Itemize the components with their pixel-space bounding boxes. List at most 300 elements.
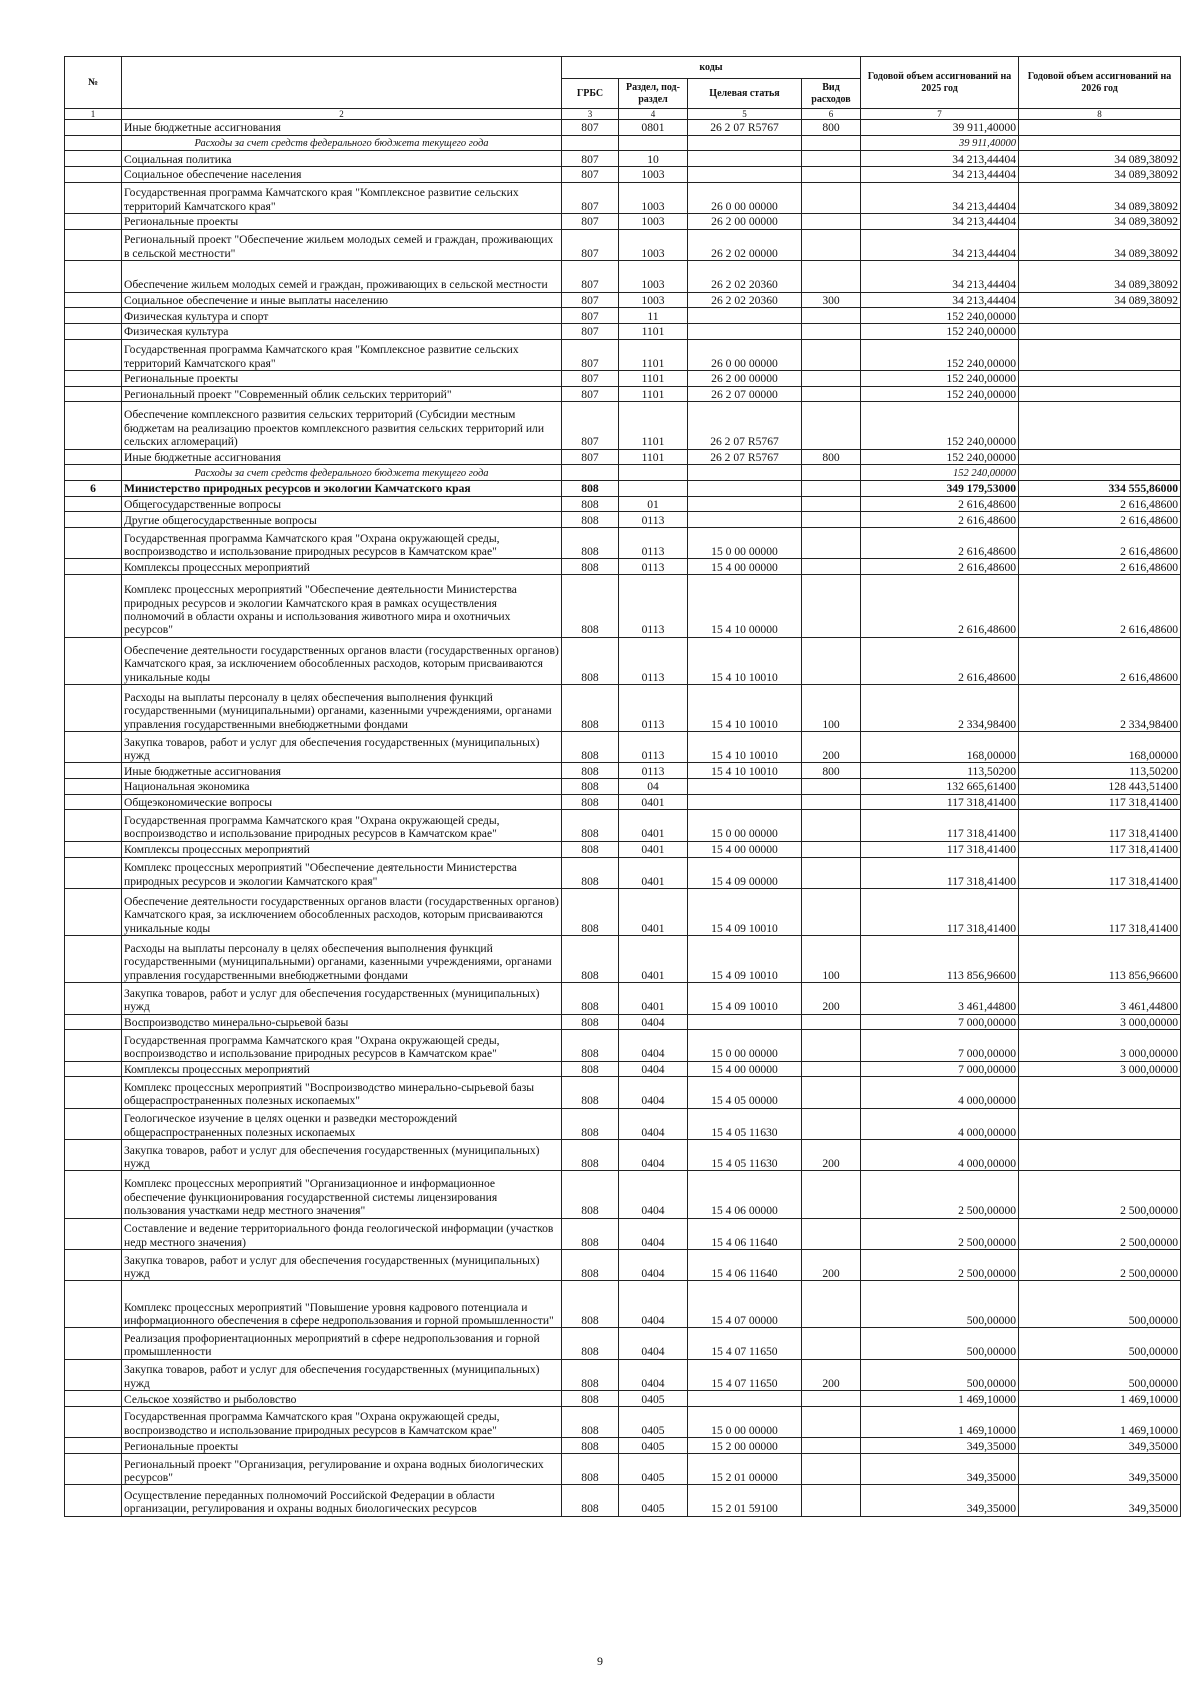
target-article-code: 15 0 00 00000	[688, 527, 802, 558]
table-row	[65, 167, 1181, 183]
grbs-code: 808	[562, 983, 619, 1014]
amount-2025: 117 318,41400	[861, 841, 1019, 857]
expense-type-code	[802, 465, 861, 481]
table-row	[65, 386, 1181, 402]
grbs-code: 808	[562, 779, 619, 795]
amount-2025: 152 240,00000	[861, 308, 1019, 324]
table-row	[65, 841, 1181, 857]
row-number	[65, 339, 122, 370]
amount-2026	[1019, 1108, 1181, 1139]
row-name: Региональный проект "Современный облик сельских территорий"	[122, 386, 562, 402]
table-row	[65, 214, 1181, 230]
amount-2025: 2 500,00000	[861, 1218, 1019, 1249]
table-row	[65, 339, 1181, 370]
grbs-code: 807	[562, 214, 619, 230]
row-name: Комплекс процессных мероприятий "Организационное и информационное обеспечение функционирования государственной системы лицензирования пользования участками недр местного значения"	[122, 1171, 562, 1218]
amount-2026: 113 856,96600	[1019, 936, 1181, 983]
row-name: Государственная программа Камчатского края "Комплексное развитие сельских территорий Камчатского края"	[122, 339, 562, 370]
expense-type-code	[802, 1030, 861, 1061]
row-number	[65, 465, 122, 481]
row-number	[65, 261, 122, 292]
amount-2025: 349,35000	[861, 1438, 1019, 1454]
amount-2025: 1 469,10000	[861, 1391, 1019, 1407]
expense-type-code	[802, 386, 861, 402]
razdel-code: 0113	[619, 763, 688, 779]
target-article-code: 15 4 09 00000	[688, 857, 802, 888]
row-number	[65, 684, 122, 731]
table-row	[65, 1140, 1181, 1171]
row-name: Расходы за счет средств федерального бюджета текущего года	[122, 135, 562, 151]
amount-2025: 7 000,00000	[861, 1061, 1019, 1077]
row-number	[65, 402, 122, 449]
grbs-code: 807	[562, 167, 619, 183]
grbs-code: 808	[562, 841, 619, 857]
amount-2026: 3 000,00000	[1019, 1014, 1181, 1030]
grbs-code: 807	[562, 323, 619, 339]
target-article-code	[688, 794, 802, 810]
table-row	[65, 1061, 1181, 1077]
razdel-code: 1003	[619, 167, 688, 183]
amount-2026: 117 318,41400	[1019, 841, 1181, 857]
expense-type-code: 200	[802, 1359, 861, 1390]
amount-2025: 168,00000	[861, 732, 1019, 763]
razdel-code: 0404	[619, 1249, 688, 1280]
row-number	[65, 936, 122, 983]
target-article-code	[688, 465, 802, 481]
grbs-code: 807	[562, 339, 619, 370]
expense-type-code	[802, 1328, 861, 1359]
grbs-code: 808	[562, 1030, 619, 1061]
razdel-code: 11	[619, 308, 688, 324]
razdel-code: 0401	[619, 888, 688, 935]
expense-type-code	[802, 214, 861, 230]
target-article-code: 15 4 00 00000	[688, 1061, 802, 1077]
table-row	[65, 857, 1181, 888]
amount-2025: 117 318,41400	[861, 888, 1019, 935]
amount-2026	[1019, 371, 1181, 387]
amount-2025: 117 318,41400	[861, 857, 1019, 888]
grbs-code: 808	[562, 1218, 619, 1249]
table-row	[65, 480, 1181, 496]
target-article-code: 15 4 06 00000	[688, 1171, 802, 1218]
row-number	[65, 1077, 122, 1108]
grbs-code: 808	[562, 1140, 619, 1171]
amount-2026: 3 000,00000	[1019, 1061, 1181, 1077]
razdel-code: 0404	[619, 1140, 688, 1171]
expense-type-code	[802, 637, 861, 684]
row-number	[65, 386, 122, 402]
row-number	[65, 167, 122, 183]
header-amount-2025: Годовой объем ассигнований на 2025 год	[861, 57, 1019, 109]
row-number	[65, 527, 122, 558]
target-article-code: 15 4 05 00000	[688, 1077, 802, 1108]
razdel-code: 0113	[619, 575, 688, 638]
column-number: 3	[562, 109, 619, 120]
razdel-code: 1101	[619, 449, 688, 465]
table-row	[65, 983, 1181, 1014]
row-name: Общеэкономические вопросы	[122, 794, 562, 810]
target-article-code: 15 4 10 00000	[688, 575, 802, 638]
amount-2026: 34 089,38092	[1019, 261, 1181, 292]
amount-2025: 117 318,41400	[861, 794, 1019, 810]
row-number	[65, 496, 122, 512]
table-row	[65, 1485, 1181, 1516]
budget-table	[64, 56, 1181, 1517]
header-razdel: Раздел, под-раздел	[619, 79, 688, 109]
target-article-code: 15 4 00 00000	[688, 559, 802, 575]
amount-2025: 152 240,00000	[861, 449, 1019, 465]
row-name: Составление и ведение территориального фонда геологической информации (участков недр местного значения)	[122, 1218, 562, 1249]
row-name: Обеспечение деятельности государственных органов власти (государственных органов) Камчатского края, за исключением обособленных расходов, которым присваиваются уникальные коды	[122, 637, 562, 684]
row-number	[65, 1391, 122, 1407]
table-row	[65, 1281, 1181, 1328]
row-name: Расходы на выплаты персоналу в целях обеспечения выполнения функций государственными (муниципальными) органами, казенными учреждениями, органами управления государственными внебюджетными фондами	[122, 684, 562, 731]
amount-2026: 117 318,41400	[1019, 810, 1181, 841]
amount-2026	[1019, 1077, 1181, 1108]
row-name: Осуществление переданных полномочий Российской Федерации в области организации, регулирования и охраны водных биологических ресурсов	[122, 1485, 562, 1516]
row-number	[65, 763, 122, 779]
expense-type-code	[802, 496, 861, 512]
row-name: Региональные проекты	[122, 371, 562, 387]
razdel-code: 0113	[619, 684, 688, 731]
row-number	[65, 182, 122, 213]
column-number: 2	[122, 109, 562, 120]
amount-2026: 349,35000	[1019, 1438, 1181, 1454]
row-number	[65, 1281, 122, 1328]
row-name: Закупка товаров, работ и услуг для обеспечения государственных (муниципальных) нужд	[122, 983, 562, 1014]
grbs-code: 808	[562, 1249, 619, 1280]
amount-2026	[1019, 465, 1181, 481]
grbs-code: 807	[562, 292, 619, 308]
amount-2025: 7 000,00000	[861, 1014, 1019, 1030]
row-name: Обеспечение деятельности государственных органов власти (государственных органов) Камчатского края, за исключением обособленных расходов, которым присваиваются уникальные коды	[122, 888, 562, 935]
expense-type-code	[802, 810, 861, 841]
target-article-code	[688, 1391, 802, 1407]
table-row	[65, 1077, 1181, 1108]
amount-2025: 2 500,00000	[861, 1171, 1019, 1218]
row-number	[65, 1061, 122, 1077]
row-name: Другие общегосударственные вопросы	[122, 512, 562, 528]
table-row	[65, 151, 1181, 167]
razdel-code: 0113	[619, 637, 688, 684]
grbs-code: 808	[562, 1438, 619, 1454]
row-number	[65, 1030, 122, 1061]
table-row	[65, 292, 1181, 308]
table-row	[65, 1391, 1181, 1407]
table-row	[65, 779, 1181, 795]
header-name	[122, 57, 562, 109]
row-name: Обеспечение комплексного развития сельских территорий (Субсидии местным бюджетам на реализацию проектов комплексного развития сельских территорий или сельских агломераций)	[122, 402, 562, 449]
razdel-code: 0113	[619, 732, 688, 763]
target-article-code: 15 4 07 00000	[688, 1281, 802, 1328]
grbs-code: 808	[562, 1108, 619, 1139]
amount-2026: 117 318,41400	[1019, 794, 1181, 810]
expense-type-code	[802, 559, 861, 575]
grbs-code: 808	[562, 1014, 619, 1030]
target-article-code: 15 4 06 11640	[688, 1218, 802, 1249]
razdel-code: 0404	[619, 1030, 688, 1061]
amount-2026	[1019, 386, 1181, 402]
amount-2025: 113 856,96600	[861, 936, 1019, 983]
expense-type-code	[802, 841, 861, 857]
row-number	[65, 794, 122, 810]
amount-2025: 2 500,00000	[861, 1249, 1019, 1280]
grbs-code: 807	[562, 120, 619, 136]
row-number	[65, 1014, 122, 1030]
expense-type-code: 800	[802, 449, 861, 465]
table-row	[65, 936, 1181, 983]
grbs-code: 808	[562, 1328, 619, 1359]
row-number	[65, 779, 122, 795]
grbs-code: 807	[562, 182, 619, 213]
amount-2026: 1 469,10000	[1019, 1406, 1181, 1437]
table-row	[65, 810, 1181, 841]
row-name: Комплекс процессных мероприятий "Обеспечение деятельности Министерства природных ресурсов и экологии Камчатского края в рамках осуществления полномочий в области охраны и использования животного мира и охотничьих ресурсов"	[122, 575, 562, 638]
amount-2025: 34 213,44404	[861, 167, 1019, 183]
table-row	[65, 559, 1181, 575]
target-article-code: 15 4 09 10010	[688, 983, 802, 1014]
expense-type-code	[802, 308, 861, 324]
column-number: 7	[861, 109, 1019, 120]
razdel-code: 0404	[619, 1077, 688, 1108]
target-article-code: 15 2 00 00000	[688, 1438, 802, 1454]
amount-2026: 34 089,38092	[1019, 182, 1181, 213]
row-number	[65, 1218, 122, 1249]
amount-2026: 2 616,48600	[1019, 512, 1181, 528]
row-name: Закупка товаров, работ и услуг для обеспечения государственных (муниципальных) нужд	[122, 1140, 562, 1171]
amount-2025: 3 461,44800	[861, 983, 1019, 1014]
grbs-code: 807	[562, 449, 619, 465]
row-number	[65, 229, 122, 260]
row-number	[65, 1140, 122, 1171]
razdel-code: 1101	[619, 371, 688, 387]
target-article-code	[688, 512, 802, 528]
amount-2026: 34 089,38092	[1019, 214, 1181, 230]
row-number	[65, 810, 122, 841]
note-row	[65, 135, 1181, 151]
row-name: Расходы за счет средств федерального бюджета текущего года	[122, 465, 562, 481]
target-article-code: 15 4 05 11630	[688, 1108, 802, 1139]
row-number	[65, 857, 122, 888]
row-name: Государственная программа Камчатского края "Охрана окружающей среды, воспроизводство и использование природных ресурсов в Камчатском крае"	[122, 1030, 562, 1061]
razdel-code: 0404	[619, 1014, 688, 1030]
razdel-code: 0401	[619, 857, 688, 888]
amount-2025: 113,50200	[861, 763, 1019, 779]
expense-type-code	[802, 527, 861, 558]
table-row	[65, 1171, 1181, 1218]
razdel-code: 0801	[619, 120, 688, 136]
expense-type-code	[802, 1218, 861, 1249]
target-article-code: 26 2 02 20360	[688, 292, 802, 308]
grbs-code: 808	[562, 637, 619, 684]
amount-2025: 34 213,44404	[861, 292, 1019, 308]
amount-2025: 1 469,10000	[861, 1406, 1019, 1437]
target-article-code: 26 2 02 20360	[688, 261, 802, 292]
row-number	[65, 292, 122, 308]
razdel-code: 0405	[619, 1391, 688, 1407]
target-article-code: 26 2 02 00000	[688, 229, 802, 260]
row-name: Региональные проекты	[122, 1438, 562, 1454]
header-grbs: ГРБС	[562, 79, 619, 109]
amount-2025: 4 000,00000	[861, 1108, 1019, 1139]
amount-2025: 2 616,48600	[861, 637, 1019, 684]
table-row	[65, 763, 1181, 779]
expense-type-code: 800	[802, 120, 861, 136]
expense-type-code	[802, 1014, 861, 1030]
table-row	[65, 308, 1181, 324]
grbs-code: 808	[562, 559, 619, 575]
grbs-code: 808	[562, 763, 619, 779]
table-row	[65, 888, 1181, 935]
expense-type-code	[802, 151, 861, 167]
row-number	[65, 1485, 122, 1516]
amount-2026: 500,00000	[1019, 1328, 1181, 1359]
row-number	[65, 214, 122, 230]
razdel-code: 10	[619, 151, 688, 167]
row-name: Воспроизводство минерально-сырьевой базы	[122, 1014, 562, 1030]
amount-2025: 152 240,00000	[861, 465, 1019, 481]
amount-2025: 152 240,00000	[861, 402, 1019, 449]
razdel-code: 0404	[619, 1218, 688, 1249]
grbs-code: 808	[562, 857, 619, 888]
grbs-code: 807	[562, 308, 619, 324]
amount-2025: 500,00000	[861, 1359, 1019, 1390]
grbs-code: 808	[562, 1453, 619, 1484]
razdel-code	[619, 465, 688, 481]
expense-type-code	[802, 135, 861, 151]
row-number	[65, 371, 122, 387]
amount-2026: 168,00000	[1019, 732, 1181, 763]
razdel-code: 0405	[619, 1485, 688, 1516]
expense-type-code	[802, 229, 861, 260]
razdel-code: 0405	[619, 1453, 688, 1484]
row-number	[65, 732, 122, 763]
table-row	[65, 1328, 1181, 1359]
grbs-code: 807	[562, 402, 619, 449]
expense-type-code	[802, 182, 861, 213]
amount-2026	[1019, 120, 1181, 136]
grbs-code: 808	[562, 1485, 619, 1516]
table-row	[65, 449, 1181, 465]
amount-2025: 152 240,00000	[861, 323, 1019, 339]
amount-2026: 2 334,98400	[1019, 684, 1181, 731]
row-name: Геологическое изучение в целях оценки и разведки месторождений общераспространенных полезных ископаемых	[122, 1108, 562, 1139]
row-name: Национальная экономика	[122, 779, 562, 795]
amount-2026: 117 318,41400	[1019, 888, 1181, 935]
row-number	[65, 637, 122, 684]
table-row	[65, 323, 1181, 339]
table-row	[65, 732, 1181, 763]
expense-type-code: 200	[802, 732, 861, 763]
row-name: Государственная программа Камчатского края "Охрана окружающей среды, воспроизводство и использование природных ресурсов в Камчатском крае"	[122, 810, 562, 841]
amount-2025: 34 213,44404	[861, 182, 1019, 213]
target-article-code: 15 0 00 00000	[688, 1030, 802, 1061]
row-name: Комплекс процессных мероприятий "Воспроизводство минерально-сырьевой базы общераспространенных полезных ископаемых"	[122, 1077, 562, 1108]
expense-type-code	[802, 1171, 861, 1218]
razdel-code: 1101	[619, 339, 688, 370]
grbs-code: 808	[562, 1281, 619, 1328]
expense-type-code	[802, 1406, 861, 1437]
table-row	[65, 1108, 1181, 1139]
expense-type-code	[802, 1485, 861, 1516]
expense-type-code	[802, 1108, 861, 1139]
row-name: Государственная программа Камчатского края "Охрана окружающей среды, воспроизводство и использование природных ресурсов в Камчатском крае"	[122, 527, 562, 558]
grbs-code: 807	[562, 261, 619, 292]
razdel-code: 0113	[619, 559, 688, 575]
amount-2026	[1019, 135, 1181, 151]
target-article-code	[688, 1014, 802, 1030]
amount-2026	[1019, 339, 1181, 370]
row-name: Комплекс процессных мероприятий "Обеспечение деятельности Министерства природных ресурсов и экологии Камчатского края"	[122, 857, 562, 888]
expense-type-code	[802, 857, 861, 888]
row-name: Социальная политика	[122, 151, 562, 167]
table-row	[65, 120, 1181, 136]
row-name: Физическая культура	[122, 323, 562, 339]
amount-2025: 7 000,00000	[861, 1030, 1019, 1061]
razdel-code: 0404	[619, 1281, 688, 1328]
table-row	[65, 1438, 1181, 1454]
amount-2026: 3 461,44800	[1019, 983, 1181, 1014]
row-number	[65, 841, 122, 857]
amount-2026: 500,00000	[1019, 1359, 1181, 1390]
amount-2026: 3 000,00000	[1019, 1030, 1181, 1061]
table-row	[65, 1453, 1181, 1484]
expense-type-code: 800	[802, 763, 861, 779]
amount-2025: 2 616,48600	[861, 559, 1019, 575]
table-row	[65, 575, 1181, 638]
target-article-code: 15 4 09 10010	[688, 888, 802, 935]
expense-type-code	[802, 1391, 861, 1407]
header-amount-2026: Годовой объем ассигнований на 2026 год	[1019, 57, 1181, 109]
table-row	[65, 527, 1181, 558]
target-article-code: 15 4 00 00000	[688, 841, 802, 857]
column-number: 5	[688, 109, 802, 120]
target-article-code: 15 0 00 00000	[688, 1406, 802, 1437]
razdel-code: 1003	[619, 182, 688, 213]
razdel-code: 0401	[619, 810, 688, 841]
amount-2025: 500,00000	[861, 1328, 1019, 1359]
amount-2025: 152 240,00000	[861, 386, 1019, 402]
amount-2026: 34 089,38092	[1019, 151, 1181, 167]
amount-2025: 2 334,98400	[861, 684, 1019, 731]
note-row	[65, 465, 1181, 481]
expense-type-code: 200	[802, 983, 861, 1014]
table-row	[65, 1030, 1181, 1061]
row-name: Комплексы процессных мероприятий	[122, 1061, 562, 1077]
amount-2025: 39 911,40000	[861, 120, 1019, 136]
razdel-code	[619, 480, 688, 496]
row-name: Региональный проект "Организация, регулирование и охрана водных биологических ресурсов"	[122, 1453, 562, 1484]
razdel-code: 0404	[619, 1359, 688, 1390]
razdel-code: 0404	[619, 1108, 688, 1139]
grbs-code: 808	[562, 1171, 619, 1218]
table-row	[65, 229, 1181, 260]
razdel-code: 0401	[619, 983, 688, 1014]
amount-2025: 152 240,00000	[861, 371, 1019, 387]
row-name: Обеспечение жильем молодых семей и граждан, проживающих в сельской местности	[122, 261, 562, 292]
amount-2026: 34 089,38092	[1019, 167, 1181, 183]
grbs-code: 808	[562, 527, 619, 558]
amount-2025: 4 000,00000	[861, 1077, 1019, 1108]
expense-type-code: 200	[802, 1140, 861, 1171]
amount-2026: 2 500,00000	[1019, 1218, 1181, 1249]
razdel-code: 1003	[619, 214, 688, 230]
amount-2025: 349,35000	[861, 1453, 1019, 1484]
razdel-code: 0113	[619, 512, 688, 528]
row-name: Иные бюджетные ассигнования	[122, 120, 562, 136]
expense-type-code: 100	[802, 936, 861, 983]
amount-2025: 34 213,44404	[861, 261, 1019, 292]
